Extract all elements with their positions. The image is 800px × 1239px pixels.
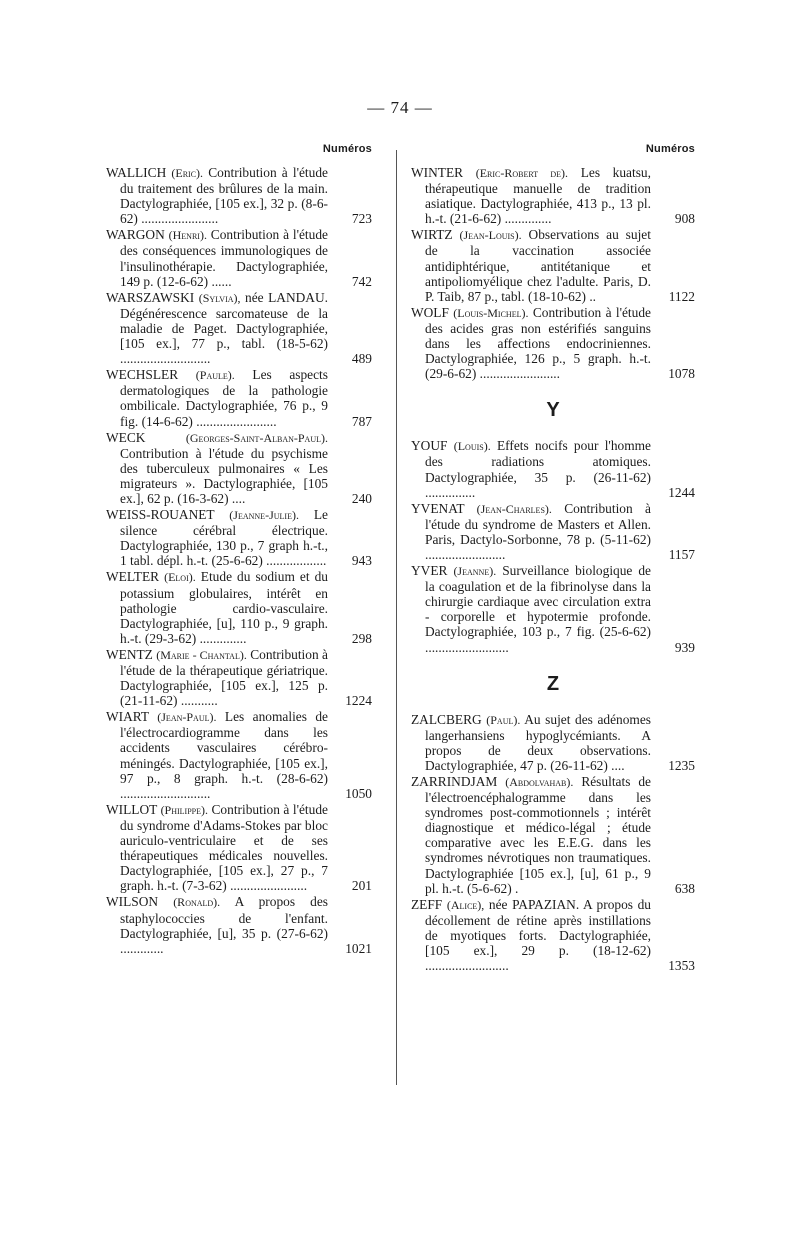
entry-number: 1244 — [668, 484, 695, 500]
entry-number: 723 — [351, 211, 372, 227]
left-column — [106, 143, 372, 957]
author-name: WOLF — [411, 304, 449, 320]
entry-number: 939 — [674, 639, 695, 655]
author-name: WECK — [106, 429, 146, 445]
entry-number: 787 — [351, 413, 372, 429]
thesis-title: Etude du sodium et du potassium globulaires, intérêt en pathologie cardio-vasculaire. Dactylographiée, [u], 110 p., 9 graph. h.-t. (29-3-62) .............. — [120, 569, 328, 646]
thesis-title: Surveillance biologique de la coagulation et de la fibrinolyse dans la chirurgie cardiaque avec circulation extra - corporelle et hypotermie profonde. Dactylographiée, 103 p., 7 fig. (25-6-62) ......................... — [425, 563, 651, 655]
bibliography-entry — [411, 897, 695, 973]
author-name: WARGON — [106, 227, 165, 243]
entry-number: 1224 — [345, 693, 372, 709]
author-name: WARSZAWSKI — [106, 289, 195, 305]
author-name: YVENAT — [411, 500, 465, 516]
author-name: ZALCBERG — [411, 711, 482, 727]
author-name: WIART — [106, 709, 149, 725]
author-name: WILSON — [106, 894, 159, 910]
bibliography-entry — [411, 438, 695, 499]
thesis-title: Les kuatsu, thérapeutique manuelle de tradition asiatique. Dactylographiée, 413 p., 13 pl. h.-t. (21-6-62) .............. — [425, 165, 651, 227]
entry-number: 943 — [351, 553, 372, 569]
thesis-title: Contribution à l'étude des conséquences immunologiques de l'insulinothérapie. Dactylographiée, 149 p. (12-6-62) ...... — [120, 227, 328, 289]
author-forename: (Paule). — [195, 368, 235, 383]
bibliography-entry — [106, 647, 372, 708]
thesis-title: Contribution à l'étude du traitement des brûlures de la main. Dactylographiée, [105 ex.], 32 p. (8-6-62) ....................... — [120, 165, 328, 227]
bibliography-entry — [106, 367, 372, 428]
thesis-title: A propos des staphylococcies de l'enfant. Dactylographiée, [u], 35 p. (27-6-62) ............. — [120, 894, 328, 956]
bibliography-entry — [106, 430, 372, 506]
entry-list — [411, 165, 695, 381]
thesis-title: Contribution à l'étude du psychisme des tuberculeux pulmonaires « Les migrateurs ». Dactylographiée, [105 ex.], 62 p. (16-3-62) .... — [120, 445, 328, 506]
author-name: WIRTZ — [411, 227, 453, 243]
thesis-title: Les aspects dermatologiques de la pathologie ombilicale. Dactylographiée, 76 p., 9 fig. (14-6-62) ........................ — [120, 367, 328, 429]
entry-number: 1122 — [668, 288, 695, 304]
numeros-header: Numéros — [645, 143, 695, 155]
section-letter-y: Y — [546, 399, 560, 422]
author-forename: (Jean-Charles). — [476, 501, 552, 516]
author-name: ZARRINDJAM — [411, 774, 498, 789]
author-forename: (Sylvia), — [198, 290, 241, 305]
author-name: WELTER — [106, 569, 160, 585]
author-name: WENTZ — [106, 646, 153, 662]
thesis-title: Effets nocifs pour l'homme des radiations atomiques. Dactylographiée, 35 p. (26-11-62) ............... — [425, 438, 651, 500]
author-forename: (Eric-Robert de). — [475, 166, 569, 180]
author-name: WALLICH — [106, 165, 167, 180]
entry-list — [106, 165, 372, 956]
entry-number: 1353 — [668, 958, 695, 974]
thesis-title: née LANDAU. Dégénérescence sarcomateuse de la maladie de Paget. Dactylographiée, [105 ex.], 77 p., tabl. (18-5-62) ........................... — [120, 289, 328, 367]
author-forename: (Georges-Saint-Alban-Paul). — [185, 430, 328, 445]
thesis-title: Contribution à l'étude du syndrome d'Adams-Stokes par bloc auriculo-ventriculaire et de ses thérapeutiques médicales nouvelles. Dactylographiée, [105 ex.], 27 p., 7 graph. h.-t. (7-3-62) ....................... — [120, 801, 328, 894]
author-forename: (Philippe). — [160, 802, 209, 817]
entry-number: 1235 — [668, 757, 695, 773]
author-forename: (Abdolvahab). — [505, 775, 574, 789]
bibliography-entry — [411, 712, 695, 773]
bibliography-entry — [106, 894, 372, 955]
bibliography-entry — [106, 709, 372, 801]
author-forename: (Alice), — [446, 897, 485, 912]
entry-number: 201 — [351, 878, 372, 894]
author-name: YVER — [411, 563, 448, 579]
bibliography-entry — [411, 305, 695, 381]
thesis-title: Les anomalies de l'électrocardiogramme dans les accidents vasculaires cérébro-méningés. Dactylographiée, [105 ex.], 97 p., 8 graph. h.-t. (28-6-62) ........................... — [120, 709, 328, 801]
bibliography-entry — [106, 165, 372, 226]
entry-list — [411, 438, 695, 654]
entry-number: 638 — [674, 880, 695, 896]
author-name: YOUF — [411, 438, 448, 454]
author-name: WECHSLER — [106, 367, 179, 383]
thesis-title: née PAPAZIAN. A propos du décollement de rétine après instillations de myotiques forts. Dactylographiée, [105 ex.], 29 p. (18-12-62) ......................... — [425, 896, 651, 974]
thesis-title: Observations au sujet de la vaccination associée antidiphtérique, antitétanique et antipoliomyélique chez l'adulte. Paris, D. P. Taib, 87 p., tabl. (18-10-62) .. — [425, 227, 651, 304]
entry-number: 1021 — [345, 940, 372, 956]
numeros-header: Numéros — [322, 143, 372, 155]
entry-list — [411, 712, 695, 974]
entry-number: 1157 — [668, 546, 695, 562]
page-number: — 74 — — [367, 98, 433, 117]
bibliography-entry — [411, 501, 695, 562]
bibliography-entry — [106, 227, 372, 288]
author-forename: (Eric). — [171, 166, 204, 180]
author-forename: (Jeanne-Julie). — [229, 508, 299, 523]
thesis-title: Au sujet des adénomes langerhansiens hypoglycémiants. A propos de deux observations. Dactylographiée, 47 p. (26-11-62) .... — [425, 711, 651, 773]
author-name: WEISS-ROUANET — [106, 507, 215, 523]
author-forename: (Marie - Chantal). — [156, 647, 247, 662]
right-column — [411, 143, 695, 974]
author-forename: (Eloi). — [164, 570, 196, 585]
thesis-title: Contribution à l'étude du syndrome de Masters et Allen. Paris, Dactylo-Sorbonne, 78 p. (5-11-62) ........................ — [425, 500, 651, 562]
bibliography-entry — [106, 569, 372, 645]
entry-number: 240 — [351, 490, 372, 506]
thesis-title: Contribution à l'étude de la thérapeutique gériatrique. Dactylographiée, [105 ex.], 125 p. (21-11-62) ........... — [120, 646, 328, 709]
author-name: WINTER — [411, 165, 464, 180]
entry-number: 908 — [674, 211, 695, 227]
entry-number: 489 — [351, 351, 372, 367]
author-forename: (Henri). — [168, 228, 207, 243]
bibliography-entry — [411, 165, 695, 226]
author-forename: (Jeanne). — [453, 564, 497, 579]
bibliography-entry — [411, 227, 695, 303]
author-forename: (Jean-Louis). — [459, 228, 522, 243]
author-forename: (Louis). — [453, 439, 491, 454]
author-forename: (Ronald). — [173, 895, 221, 910]
bibliography-entry — [411, 774, 695, 896]
author-forename: (Paul). — [486, 712, 521, 727]
column-divider — [396, 150, 397, 1085]
entry-number: 1078 — [668, 366, 695, 382]
author-name: WILLOT — [106, 801, 158, 817]
thesis-title: Résultats de l'électroencéphalogramme dans les syndromes post-commotionnels ; intérêt diagnostique et médico-légal ; étude comparative avec les E.E.G. dans les syndromes névrotiques non traumatiques. Dactylographiée [105 ex.], [u], 61 p., 9 pl. h.-t. (5-6-62) . — [425, 774, 651, 896]
entry-number: 1050 — [345, 785, 372, 801]
author-forename: (Louis-Michel). — [453, 305, 529, 320]
author-name: ZEFF — [411, 896, 443, 912]
bibliography-entry — [106, 290, 372, 366]
bibliography-entry — [411, 563, 695, 655]
bibliography-entry — [106, 507, 372, 568]
thesis-title: Contribution à l'étude des acides gras non estérifiés sanguins dans les affections endocriniennes. Dactylographiée, 126 p., 5 graph. h.-t. (29-6-62) ........................ — [425, 304, 651, 382]
section-letter-z: Z — [546, 672, 560, 695]
bibliography-entry — [106, 802, 372, 894]
thesis-title: Le silence cérébral électrique. Dactylographiée, 130 p., 7 graph h.-t., 1 tabl. dépl. h.-t. (25-6-62) .................. — [120, 507, 328, 569]
author-forename: (Jean-Paul). — [157, 710, 217, 725]
entry-number: 298 — [351, 630, 372, 646]
entry-number: 742 — [351, 273, 372, 289]
